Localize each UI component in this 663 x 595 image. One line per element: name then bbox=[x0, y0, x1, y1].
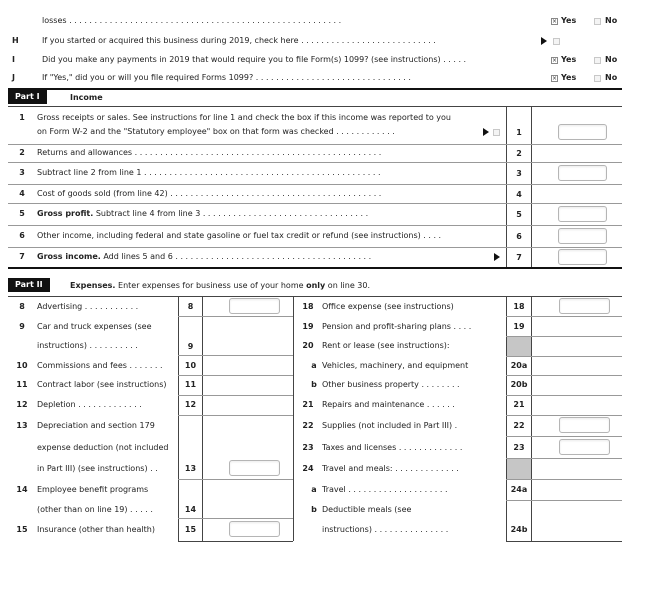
line-1-input[interactable] bbox=[558, 124, 607, 140]
line-13-input[interactable] bbox=[229, 460, 280, 476]
box-6-label: 6 bbox=[516, 232, 522, 241]
line-23-text: Taxes and licenses . . . . . . . . . . . . . bbox=[322, 443, 463, 452]
right-bottom-rule bbox=[506, 541, 622, 542]
part2-label: Part II bbox=[8, 278, 50, 292]
line-21-text: Repairs and maintenance . . . . . . bbox=[322, 400, 455, 409]
shaded-cell bbox=[507, 459, 531, 479]
line-15-input[interactable] bbox=[229, 521, 280, 537]
row-rule bbox=[506, 375, 622, 376]
question-i-no-label: No bbox=[605, 55, 618, 64]
line-10-num: 10 bbox=[16, 361, 28, 370]
box-22-label: 22 bbox=[513, 421, 525, 430]
part2-title bbox=[70, 281, 370, 291]
question-h-letter: H bbox=[12, 36, 19, 45]
box-10-label: 10 bbox=[184, 361, 197, 370]
shaded-cell bbox=[507, 337, 531, 356]
box-20a-label: 20a bbox=[510, 361, 528, 370]
question-i-yes-checkbox[interactable]: × bbox=[552, 57, 558, 64]
line-1-text-a: Gross receipts or sales. See instructions for line 1 and check the box if this income was reported to you bbox=[37, 113, 452, 122]
box-18-label: 18 bbox=[513, 302, 525, 311]
row-rule bbox=[8, 247, 622, 248]
line-20b-letter: b bbox=[311, 380, 317, 389]
row-rule bbox=[8, 225, 622, 226]
question-g-no-checkbox[interactable] bbox=[594, 18, 601, 25]
left-bottom-rule bbox=[178, 541, 293, 542]
line-7-text bbox=[37, 252, 371, 262]
question-g-yes-checkbox[interactable]: × bbox=[552, 18, 558, 25]
question-j-no-label: No bbox=[605, 73, 618, 82]
line-13-text-a: Depreciation and section 179 bbox=[37, 421, 155, 430]
part2-top-rule bbox=[8, 267, 622, 269]
part2-title-bold: Expenses. bbox=[70, 281, 116, 290]
row-rule bbox=[506, 356, 622, 357]
line-7-num: 7 bbox=[19, 252, 25, 261]
line-3-text: Subtract line 2 from line 1 . . . . . . . . . . . . . . . . . . . . . . . . . . . . . . . . . . . . . . . . . . . . . . . bbox=[37, 168, 381, 177]
line-24b-letter: b bbox=[311, 505, 317, 514]
line-10-text: Commissions and fees . . . . . . . bbox=[37, 361, 163, 370]
line-5-num: 5 bbox=[19, 209, 25, 218]
line-2-num: 2 bbox=[19, 148, 25, 157]
box-4-label: 4 bbox=[516, 190, 522, 199]
line-7-input[interactable] bbox=[558, 249, 607, 265]
box-12-label: 12 bbox=[184, 400, 197, 409]
row-rule bbox=[178, 316, 293, 317]
line-11-text: Contract labor (see instructions) bbox=[37, 380, 167, 389]
line-1-num: 1 bbox=[19, 113, 25, 122]
line-11-num: 11 bbox=[16, 380, 28, 389]
line-20-num: 20 bbox=[302, 341, 314, 350]
line-19-num: 19 bbox=[302, 322, 314, 331]
question-g-yes-label: Yes bbox=[561, 16, 577, 25]
box-8-label: 8 bbox=[187, 302, 194, 311]
row-rule bbox=[506, 395, 622, 396]
line-22-input[interactable] bbox=[559, 417, 610, 433]
row-rule bbox=[178, 518, 293, 519]
box-7-label: 7 bbox=[516, 253, 522, 262]
part1-label: Part I bbox=[8, 90, 47, 104]
line-14-num: 14 bbox=[16, 485, 28, 494]
right-col-num-divider bbox=[506, 297, 507, 541]
part1-top-rule bbox=[8, 88, 622, 90]
box-13-label: 13 bbox=[184, 464, 197, 473]
line-2-text: Returns and allowances . . . . . . . . . . . . . . . . . . . . . . . . . . . . . . . . . . . . . . . . . . . . . . . . . bbox=[37, 148, 382, 157]
question-h-text: If you started or acquired this business during 2019, check here . . . . . . . . . . . . . . . . . . . . . . . . . . . bbox=[42, 36, 436, 45]
line-12-text: Depletion . . . . . . . . . . . . . bbox=[37, 400, 142, 409]
line-22-text: Supplies (not included in Part III) . bbox=[322, 421, 458, 430]
line-5-bold: Gross profit. bbox=[37, 209, 94, 218]
line-24-text: Travel and meals: . . . . . . . . . . . . . bbox=[322, 464, 459, 473]
row-rule bbox=[506, 316, 622, 317]
line-23-input[interactable] bbox=[559, 439, 610, 455]
box-23-label: 23 bbox=[513, 443, 525, 452]
line-4-text: Cost of goods sold (from line 42) . . . . . . . . . . . . . . . . . . . . . . . . . . . . . . . . . . . . . . . . . . bbox=[37, 189, 382, 198]
box-3-label: 3 bbox=[516, 169, 522, 178]
line-24a-letter: a bbox=[311, 485, 317, 494]
line-3-input[interactable] bbox=[558, 165, 607, 181]
line-14-text-a: Employee benefit programs bbox=[37, 485, 149, 494]
line-20a-letter: a bbox=[311, 361, 317, 370]
box-9-label: 9 bbox=[187, 342, 194, 351]
part2-title-rest: Enter expenses for business use of your home bbox=[118, 281, 304, 290]
question-i-yes-label: Yes bbox=[561, 55, 577, 64]
line-23-num: 23 bbox=[302, 443, 314, 452]
question-i-letter: I bbox=[12, 55, 15, 64]
box-11-label: 11 bbox=[184, 380, 197, 389]
question-i-no-checkbox[interactable] bbox=[594, 57, 601, 64]
row-rule bbox=[506, 415, 622, 416]
line-7-rest: Add lines 5 and 6 . . . . . . . . . . . . . . . . . . . . . . . . . . . . . . . . . . . . . . . bbox=[100, 252, 372, 261]
box-14-label: 14 bbox=[184, 505, 197, 514]
part2-title-end: on line 30. bbox=[327, 281, 371, 290]
line-18-num: 18 bbox=[302, 302, 314, 311]
line-9-num: 9 bbox=[19, 322, 25, 331]
line-15-text: Insurance (other than health) bbox=[37, 525, 155, 534]
line-6-text: Other income, including federal and state gasoline or fuel tax credit or refund (see instructions) . . . . bbox=[37, 231, 442, 240]
line-7-bold: Gross income. bbox=[37, 252, 101, 261]
line-12-num: 12 bbox=[16, 400, 28, 409]
box-15-label: 15 bbox=[184, 525, 197, 534]
question-j-yes-checkbox[interactable]: × bbox=[552, 75, 558, 82]
question-j-yes-label: Yes bbox=[561, 73, 577, 82]
line-24b-text-a: Deductible meals (see bbox=[322, 505, 412, 514]
line-19-text: Pension and profit-sharing plans . . . . bbox=[322, 322, 472, 331]
question-h-checkbox[interactable] bbox=[553, 38, 560, 45]
box-21-label: 21 bbox=[513, 400, 525, 409]
question-j-no-checkbox[interactable] bbox=[594, 75, 601, 82]
line-6-num: 6 bbox=[19, 231, 25, 240]
line-20b-text: Other business property . . . . . . . . bbox=[322, 380, 460, 389]
line-5-rest: Subtract line 4 from line 3 . . . . . . . . . . . . . . . . . . . . . . . . . . . . . . . . . bbox=[93, 209, 369, 218]
line-3-num: 3 bbox=[19, 168, 25, 177]
question-j-text: If "Yes," did you or will you file required Forms 1099? . . . . . . . . . . . . . . . . . . . . . . . . . . . . . . . bbox=[42, 73, 411, 82]
center-divider bbox=[293, 297, 294, 541]
row-rule bbox=[8, 144, 622, 145]
line-24b-text-b: instructions) . . . . . . . . . . . . . . . bbox=[322, 525, 449, 534]
line-5-text bbox=[37, 209, 368, 219]
question-g-text: losses . . . . . . . . . . . . . . . . . . . . . . . . . . . . . . . . . . . . . . . . . . . . . . . . . . . . . . bbox=[42, 16, 342, 25]
line-6-input[interactable] bbox=[558, 228, 607, 244]
arrow-icon bbox=[541, 37, 547, 45]
line-18-input[interactable] bbox=[559, 298, 610, 314]
question-i-text: Did you make any payments in 2019 that would require you to file Form(s) 1099? (see instructions) . . . . . bbox=[42, 55, 467, 64]
row-rule bbox=[8, 184, 622, 185]
line-9-text-b: instructions) . . . . . . . . . . bbox=[37, 341, 138, 350]
box-5-label: 5 bbox=[516, 210, 522, 219]
row-rule bbox=[8, 203, 622, 204]
arrow-icon bbox=[483, 128, 489, 136]
line-13-num: 13 bbox=[16, 421, 28, 430]
row-rule bbox=[506, 479, 622, 480]
line-4-num: 4 bbox=[19, 189, 25, 198]
row-rule bbox=[178, 355, 293, 356]
line-15-num: 15 bbox=[16, 525, 28, 534]
line-20-text: Rent or lease (see instructions): bbox=[322, 341, 450, 350]
line-9-text-a: Car and truck expenses (see bbox=[37, 322, 152, 331]
line-8-text: Advertising . . . . . . . . . . . bbox=[37, 302, 139, 311]
box-20b-label: 20b bbox=[510, 380, 528, 389]
row-rule bbox=[506, 500, 622, 501]
row-rule bbox=[178, 395, 293, 396]
part2-title-only: only bbox=[306, 281, 326, 290]
line-8-num: 8 bbox=[19, 302, 25, 311]
line-20a-text: Vehicles, machinery, and equipment bbox=[322, 361, 469, 370]
line-24a-text: Travel . . . . . . . . . . . . . . . . . . . . bbox=[322, 485, 448, 494]
box-2-label: 2 bbox=[516, 149, 522, 158]
line-13-text-b: expense deduction (not included bbox=[37, 443, 169, 452]
line-14-text-b: (other than on line 19) . . . . . bbox=[37, 505, 153, 514]
part1-title: Income bbox=[70, 93, 103, 102]
right-col-input-divider bbox=[531, 297, 532, 541]
question-j-letter: J bbox=[12, 73, 15, 82]
question-g-no-label: No bbox=[605, 16, 618, 25]
row-rule bbox=[178, 415, 293, 416]
line-18-text: Office expense (see instructions) bbox=[322, 302, 454, 311]
line-5-input[interactable] bbox=[558, 206, 607, 222]
box-1-label: 1 bbox=[516, 128, 522, 137]
statutory-employee-checkbox[interactable] bbox=[493, 129, 500, 136]
line-1-text-b: on Form W-2 and the "Statutory employee" box on that form was checked . . . . . . . . . . . . bbox=[37, 127, 395, 136]
row-rule bbox=[178, 479, 293, 480]
box-19-label: 19 bbox=[513, 322, 525, 331]
arrow-icon bbox=[494, 253, 500, 261]
line-24-num: 24 bbox=[302, 464, 314, 473]
row-rule bbox=[506, 436, 622, 437]
part1-header-rule bbox=[8, 106, 622, 107]
line-13-text-c: in Part III) (see instructions) . . bbox=[37, 464, 158, 473]
box-24b-label: 24b bbox=[510, 525, 528, 534]
line-8-input[interactable] bbox=[229, 298, 280, 314]
line-21-num: 21 bbox=[302, 400, 314, 409]
part2-header-rule bbox=[8, 296, 622, 297]
row-rule bbox=[178, 375, 293, 376]
row-rule bbox=[8, 162, 622, 163]
box-24a-label: 24a bbox=[510, 485, 528, 494]
line-22-num: 22 bbox=[302, 421, 314, 430]
